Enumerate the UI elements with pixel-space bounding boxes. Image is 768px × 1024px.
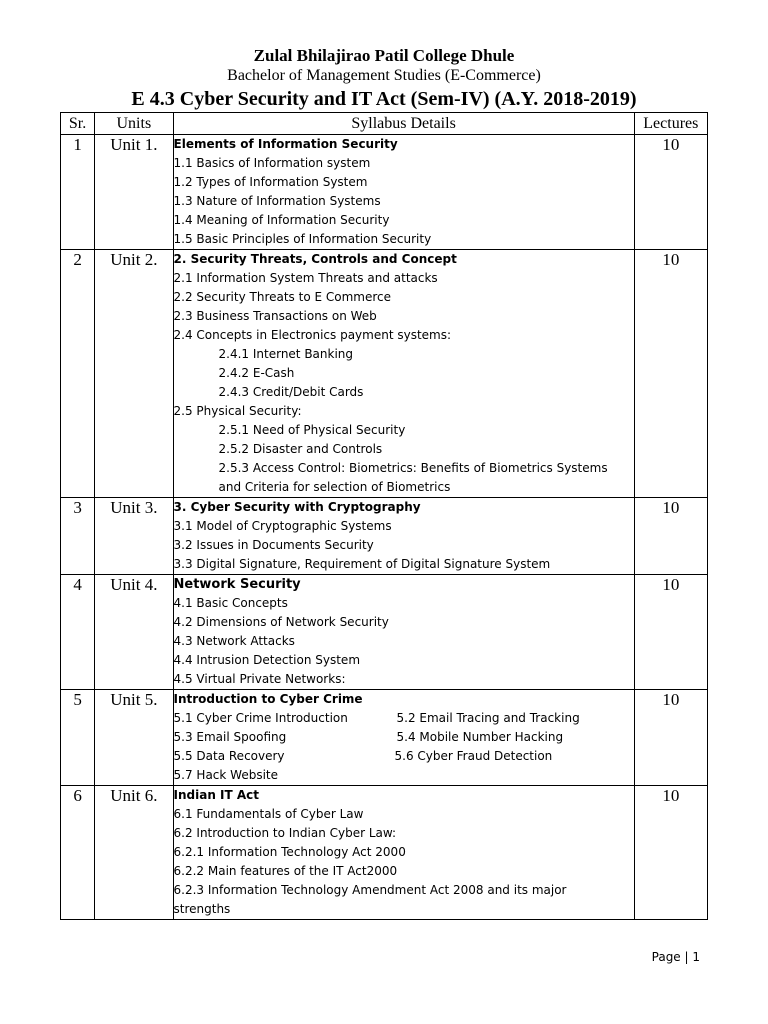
topic-line: 6.2.3 Information Technology Amendment Act 2008 and its major [173,883,567,897]
row-lectures: 10 [634,690,707,786]
topic-line: 3.1 Model of Cryptographic Systems [173,519,392,533]
row-sr: 6 [61,786,95,920]
topic-line: 1.1 Basics of Information system [173,156,371,170]
row-sr: 2 [61,250,95,498]
table-row [61,498,708,575]
row-unit: Unit 3. [95,498,173,575]
table-row [61,250,708,498]
row-lectures: 10 [634,786,707,920]
unit-title: Elements of Information Security [173,137,398,151]
topic-right: 5.2 Email Tracing and Tracking [396,711,580,725]
row-details [173,498,634,575]
row-sr: 4 [61,575,95,690]
subtopic-line: 2.5.3 Access Control: Biometrics: Benefits of Biometrics Systems [218,461,608,475]
row-lectures: 10 [634,250,707,498]
table-row [61,575,708,690]
topic-line: 1.3 Nature of Information Systems [173,194,381,208]
subtopic-line: 2.4.2 E-Cash [218,366,295,380]
topic-line: 1.4 Meaning of Information Security [173,213,390,227]
row-unit: Unit 6. [95,786,173,920]
row-details [173,690,634,786]
row-unit: Unit 2. [95,250,173,498]
topic-line: 3.3 Digital Signature, Requirement of Digital Signature System [173,557,551,571]
topic-line: 3.2 Issues in Documents Security [173,538,374,552]
topic-line: 6.2.1 Information Technology Act 2000 [173,845,406,859]
subtopic-line: 2.5.2 Disaster and Controls [218,442,383,456]
topic-line: 1.5 Basic Principles of Information Security [173,232,432,246]
topic-pair [174,709,634,728]
topic-pair [174,728,634,747]
row-details [173,135,634,250]
topic-left: 5.1 Cyber Crime Introduction [173,711,348,725]
row-unit: Unit 4. [95,575,173,690]
unit-title: Network Security [173,577,301,592]
row-sr: 1 [61,135,95,250]
row-lectures: 10 [634,135,707,250]
header-units: Units [95,113,173,135]
unit-title: Introduction to Cyber Crime [173,692,363,706]
header-lectures: Lectures [634,113,707,135]
header-details: Syllabus Details [173,113,634,135]
topic-line: 4.4 Intrusion Detection System [173,653,361,667]
topic-line: 6.2.2 Main features of the IT Act2000 [173,864,398,878]
row-sr: 3 [61,498,95,575]
course-title: E 4.3 Cyber Security and IT Act (Sem-IV) (A.Y. 2018-2019) [131,88,637,110]
topic-line: 4.5 Virtual Private Networks: [173,672,346,686]
topic-right: 5.4 Mobile Number Hacking [396,730,564,744]
page-number: Page | 1 [651,950,700,964]
topic-line: 2.2 Security Threats to E Commerce [173,290,392,304]
table-row [61,135,708,250]
row-unit: Unit 5. [95,690,173,786]
college-name: Zulal Bhilajirao Patil College Dhule [253,46,515,65]
table-row [61,690,708,786]
table-row [61,786,708,920]
topic-line: 2.1 Information System Threats and attacks [173,271,438,285]
header-sr: Sr. [61,113,95,135]
subtopic-line: 2.4.3 Credit/Debit Cards [218,385,364,399]
topic-line: 6.2 Introduction to Indian Cyber Law: [173,826,397,840]
topic-line: 5.7 Hack Website [173,768,278,782]
row-details [173,575,634,690]
topic-line: 1.2 Types of Information System [173,175,368,189]
row-details [173,250,634,498]
topic-line: 4.1 Basic Concepts [173,596,288,610]
unit-title: 2. Security Threats, Controls and Concept [173,252,457,266]
program-name: Bachelor of Management Studies (E-Commerce) [227,67,541,84]
topic-pair [174,747,634,766]
table-header-row [61,113,708,135]
topic-right: 5.6 Cyber Fraud Detection [394,749,553,763]
row-unit: Unit 1. [95,135,173,250]
topic-line: 4.2 Dimensions of Network Security [173,615,389,629]
unit-title: 3. Cyber Security with Cryptography [173,500,421,514]
topic-line: 4.3 Network Attacks [173,634,295,648]
row-sr: 5 [61,690,95,786]
topic-line: 2.4 Concepts in Electronics payment systems: [173,328,452,342]
topic-left: 5.3 Email Spoofing [173,730,287,744]
subtopic-line: 2.4.1 Internet Banking [218,347,354,361]
topic-line: strengths [173,902,231,916]
topic-line: 2.5 Physical Security: [173,404,302,418]
topic-line: 6.1 Fundamentals of Cyber Law [173,807,364,821]
subtopic-line: and Criteria for selection of Biometrics [218,480,451,494]
topic-line: 2.3 Business Transactions on Web [173,309,377,323]
row-details [173,786,634,920]
syllabus-table [60,112,708,920]
unit-title: Indian IT Act [173,788,260,802]
row-lectures: 10 [634,575,707,690]
subtopic-line: 2.5.1 Need of Physical Security [218,423,406,437]
topic-left: 5.5 Data Recovery [173,749,285,763]
row-lectures: 10 [634,498,707,575]
